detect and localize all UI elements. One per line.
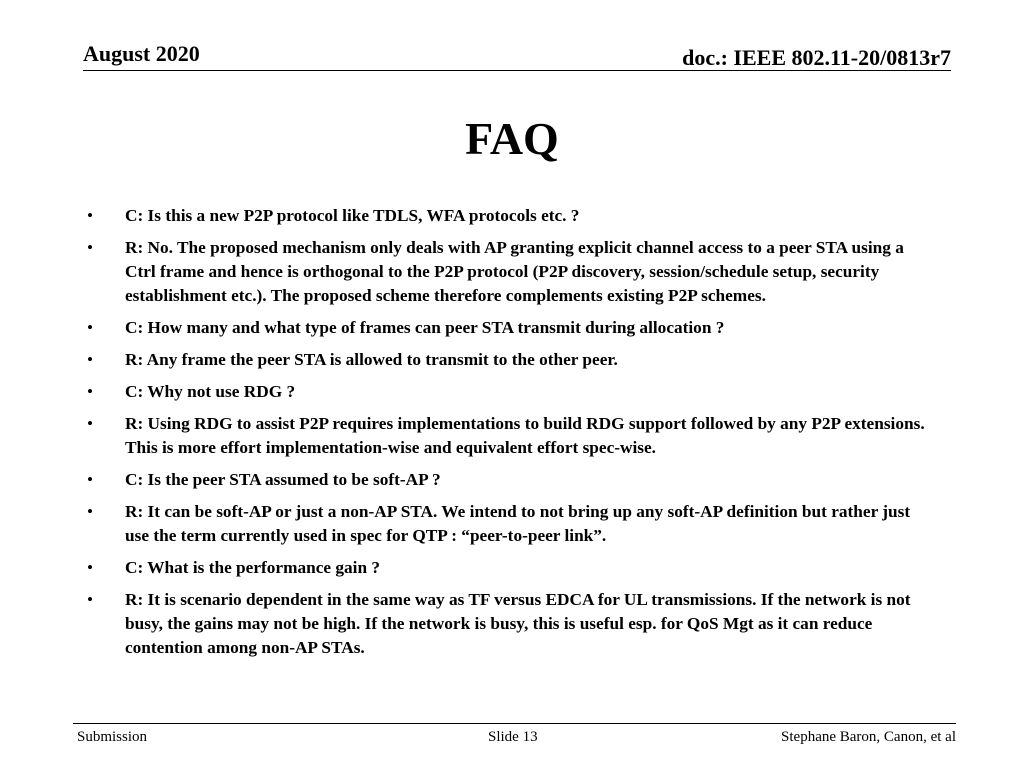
faq-item-text: C: Is this a new P2P protocol like TDLS, WFA protocols etc. ? [125,206,580,225]
faq-item-text: R: It can be soft-AP or just a non-AP STA. We intend to not bring up any soft-AP definition but rather just use the term currently used in spec for QTP : “peer-to-peer link”. [125,502,911,545]
header-doc-id: doc.: IEEE 802.11-20/0813r7 [682,45,951,70]
header-date: August 2020 [83,41,200,66]
bullet-icon: • [87,382,94,401]
bullet-icon: • [87,470,94,489]
faq-item-text: C: Why not use RDG ? [125,382,296,401]
footer-divider [73,723,956,724]
faq-item-text: R: No. The proposed mechanism only deals with AP granting explicit channel access to a peer STA using a Ctrl frame and hence is orthogonal to the P2P protocol (P2P discovery, session/schedule setup, security establishment etc.). The proposed scheme therefore complements existing P2P schemes. [125,238,904,305]
faq-item [87,556,935,580]
faq-bullet-list [87,204,935,668]
bullet-icon: • [87,558,94,577]
faq-item-text: C: How many and what type of frames can peer STA transmit during allocation ? [125,318,725,337]
bullet-icon: • [87,238,94,257]
faq-item [87,500,935,548]
faq-item [87,380,935,404]
slide-title: FAQ [465,113,559,164]
faq-item [87,236,935,308]
faq-item-text: C: What is the performance gain ? [125,558,381,577]
bullet-icon: • [87,590,94,609]
footer-slide-number: Slide 13 [488,729,538,745]
faq-item [87,412,935,460]
bullet-icon: • [87,350,94,369]
faq-item-text: R: Any frame the peer STA is allowed to transmit to the other peer. [125,350,618,369]
bullet-icon: • [87,206,94,225]
footer-authors: Stephane Baron, Canon, et al [781,729,956,745]
bullet-icon: • [87,414,94,433]
footer-submission: Submission [77,729,148,745]
faq-item-text: C: Is the peer STA assumed to be soft-AP ? [125,470,441,489]
faq-item [87,468,935,492]
faq-item-text: R: It is scenario dependent in the same way as TF versus EDCA for UL transmissions. If the network is not busy, the gains may not be high. If the network is busy, this is useful esp. for QoS Mgt as it can reduce contention among non-AP STAs. [125,590,911,657]
faq-item [87,348,935,372]
faq-item [87,316,935,340]
faq-item [87,588,935,660]
faq-item-text: R: Using RDG to assist P2P requires implementations to build RDG support followed by any P2P extensions. This is more effort implementation-wise and equivalent effort spec-wise. [125,414,925,457]
bullet-icon: • [87,502,94,521]
header-divider [83,70,951,71]
bullet-icon: • [87,318,94,337]
faq-item [87,204,935,228]
